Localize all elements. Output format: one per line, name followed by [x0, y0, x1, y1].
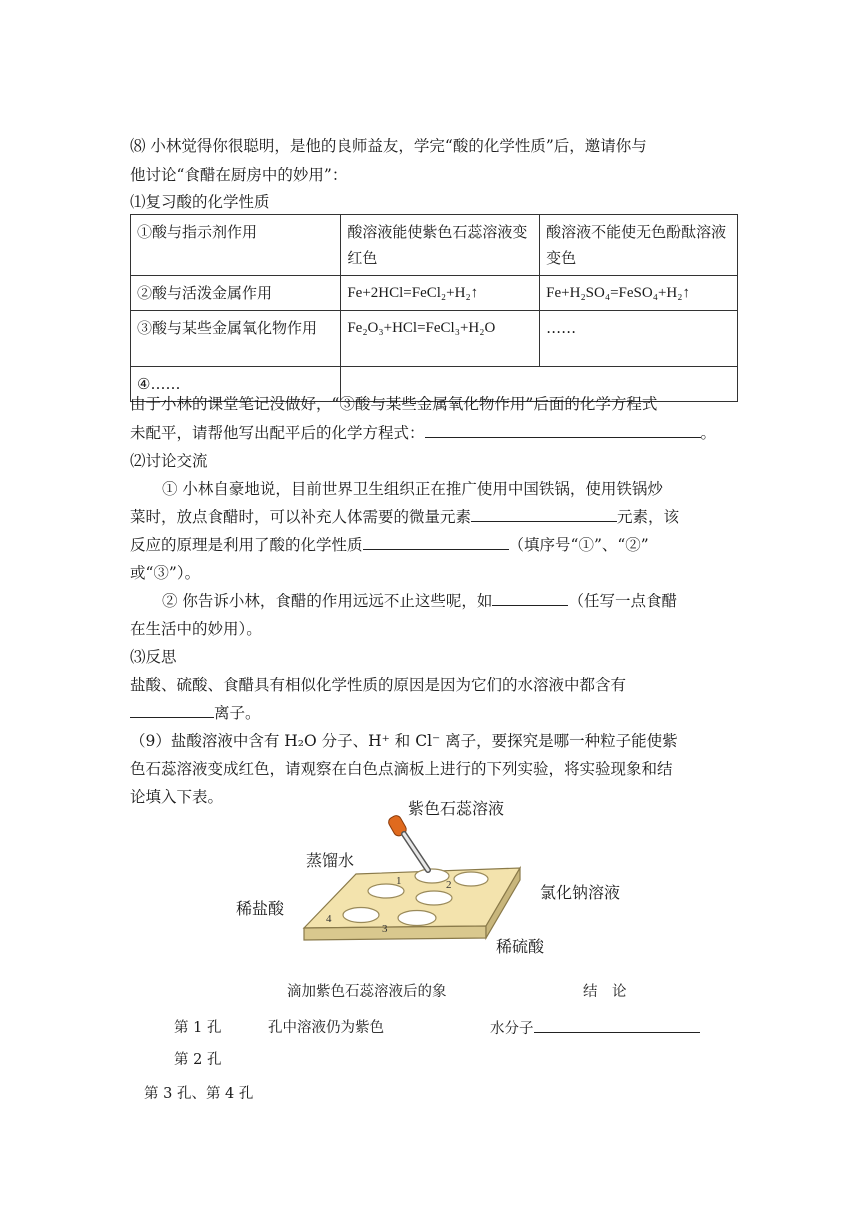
reflect-line2-text: 离子。: [214, 704, 261, 722]
q9-line1: （9）盐酸溶液中含有 H₂O 分子、H⁺ 和 Cl⁻ 离子，要探究是哪一种粒子能使紫: [130, 732, 678, 750]
table-cell: 酸溶液能使紫色石蕊溶液变红色: [341, 215, 540, 276]
well-number-3: 3: [382, 923, 388, 935]
disc1-line3-text: 反应的原理是利用了酸的化学性质: [130, 536, 363, 554]
dropper-icon: [387, 814, 428, 870]
disc1-line4: 或“③”）。: [130, 564, 201, 582]
section1-title: ⑴复习酸的化学性质: [130, 193, 270, 211]
disc1-line2-end: 元素，该: [617, 508, 680, 526]
well: [343, 908, 379, 923]
table-row: [131, 215, 738, 276]
disc1-line1: ① 小林自豪地说，目前世界卫生组织正在推广使用中国铁锅，使用铁锅炒: [162, 480, 663, 498]
table-cell: Fe+2HCl=FeCl₂+H₂↑: [341, 276, 540, 311]
table-cell: Fe+H₂SO₄=FeSO₄+H₂↑: [540, 276, 738, 311]
table-cell: ①酸与指示剂作用: [131, 215, 341, 276]
q9-line3: 论填入下表。: [130, 788, 224, 806]
label-dilute-h2so4: 稀硫酸: [496, 937, 545, 956]
q8-intro-line2: 他讨论“食醋在厨房中的妙用”：: [130, 166, 348, 184]
table-cell: ②酸与活泼金属作用: [131, 276, 341, 311]
table-cell: ③酸与某些金属氧化物作用: [131, 311, 341, 367]
label-distilled-water: 蒸馏水: [306, 851, 355, 870]
answer-blank-element[interactable]: [471, 505, 617, 522]
note-line1: 由于小林的课堂笔记没做好，“③酸与某些金属氧化物作用”后面的化学方程式: [130, 395, 658, 413]
hole-label: 第 2 孔: [174, 1052, 222, 1068]
disc1-line2-text: 菜时，放点食醋时，可以补充人体需要的微量元素: [130, 508, 472, 526]
table-row: [131, 276, 738, 311]
hole-label: 第 1 孔: [174, 1020, 222, 1036]
well: [454, 872, 488, 886]
label-litmus: 紫色石蕊溶液: [408, 799, 505, 818]
q9-line2: 色石蕊溶液变成红色，请观察在白色点滴板上进行的下列实验，将实验现象和结: [130, 760, 673, 778]
disc2-line2: 在生活中的妙用）。: [130, 620, 262, 638]
result-header-observation: 滴加紫色石蕊溶液后的象: [287, 984, 447, 1000]
table-cell: Fe₂O₃+HCl=FeCl₃+H₂O: [341, 311, 540, 367]
section2-title: ⑵讨论交流: [130, 452, 208, 470]
disc2-line1-text: ② 你告诉小林，食醋的作用远远不止这些呢，如: [162, 592, 493, 610]
table-cell: 酸溶液不能使无色酚酞溶液变色: [540, 215, 738, 276]
well-number-1: 1: [396, 875, 402, 887]
table-cell: ④……: [131, 367, 341, 402]
acid-properties-table: [130, 214, 738, 402]
note-line2-text: 未配平，请帮他写出配平后的化学方程式：: [130, 424, 425, 442]
section3-title: ⑶反思: [130, 648, 177, 666]
hole-conclusion: [490, 1016, 700, 1038]
answer-blank-ion[interactable]: [130, 701, 214, 718]
result-header-conclusion: 结 论: [583, 984, 627, 1000]
disc1-line3-end: （填序号“①”、“②”: [508, 536, 649, 554]
note-line2-end: 。: [700, 424, 717, 442]
disc2-line1: [162, 589, 677, 611]
disc1-line3: [130, 533, 649, 555]
conclusion-text: 水分子: [490, 1021, 534, 1037]
well: [416, 891, 452, 905]
hole-label: 第 3 孔、第 4 孔: [144, 1086, 254, 1102]
answer-blank-equation[interactable]: [425, 421, 701, 438]
hole-observation: 孔中溶液仍为紫色: [268, 1020, 384, 1036]
reflect-line2: [130, 701, 261, 723]
disc1-line2: [130, 505, 679, 527]
q8-intro-line1: ⑻ 小林觉得你很聪明，是他的良师益友，学完“酸的化学性质”后，邀请你与: [130, 137, 647, 155]
answer-blank-property[interactable]: [363, 533, 509, 550]
label-dilute-hcl: 稀盐酸: [236, 899, 285, 918]
table-cell: ……: [540, 311, 738, 367]
note-line2: [130, 421, 716, 443]
well: [415, 869, 449, 883]
well: [398, 911, 436, 926]
answer-blank-conclusion[interactable]: [534, 1016, 700, 1033]
label-nacl-solution: 氯化钠溶液: [540, 883, 621, 902]
well-number-4: 4: [326, 913, 332, 925]
disc2-line1-end: （任写一点食醋: [568, 592, 677, 610]
table-row: [131, 311, 738, 367]
reflect-line1: 盐酸、硫酸、食醋具有相似化学性质的原因是因为它们的水溶液中都含有: [130, 676, 627, 694]
plate-edge-front: [304, 926, 486, 940]
answer-blank-vinegar-use[interactable]: [492, 589, 568, 606]
well-number-2: 2: [446, 879, 452, 891]
